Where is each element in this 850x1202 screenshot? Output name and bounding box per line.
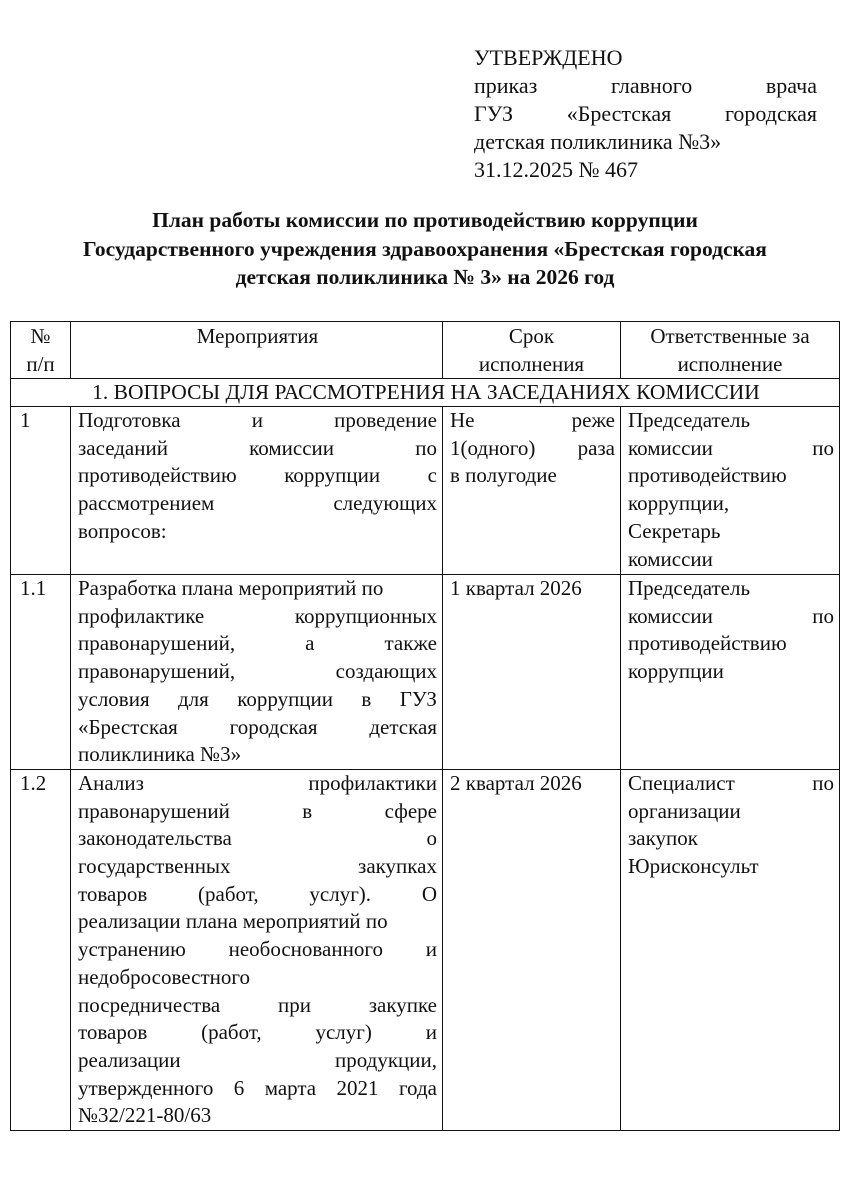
deadline-line bbox=[450, 407, 615, 435]
word: 1(одного) bbox=[450, 435, 536, 460]
word: Анализ bbox=[78, 770, 144, 795]
approval-stamp bbox=[474, 44, 817, 184]
word: коррупции bbox=[284, 463, 381, 488]
responsible-line bbox=[628, 407, 834, 435]
word: главного bbox=[610, 73, 693, 98]
approval-line-4: детская поликлиника №3» bbox=[474, 129, 722, 154]
word: правонарушений, bbox=[78, 659, 236, 684]
word: комиссии bbox=[628, 603, 713, 628]
word: «Брестская bbox=[566, 101, 672, 126]
activity-line bbox=[78, 853, 437, 881]
word: для bbox=[178, 686, 209, 711]
word: коррупционных bbox=[294, 603, 437, 628]
word: (работ, bbox=[201, 1020, 262, 1045]
word: вопросов: bbox=[78, 518, 167, 543]
word: детская bbox=[369, 714, 437, 739]
header-num bbox=[11, 322, 71, 379]
word: закупках bbox=[358, 854, 437, 879]
header-responsible bbox=[621, 322, 840, 379]
responsible-line bbox=[628, 630, 834, 658]
word: правонарушений, bbox=[78, 631, 236, 656]
header-text: п/п bbox=[26, 352, 55, 376]
word: Председатель bbox=[628, 576, 751, 600]
header-text: № bbox=[30, 324, 51, 348]
responsible-line bbox=[628, 658, 834, 686]
word: закупке bbox=[368, 992, 437, 1017]
word: противодействию bbox=[78, 463, 237, 488]
cell-activity bbox=[71, 575, 443, 770]
plan-table bbox=[10, 321, 840, 1131]
word: продукции, bbox=[335, 1047, 437, 1072]
word: года bbox=[398, 1075, 437, 1100]
word: услуг) bbox=[315, 1020, 372, 1045]
activity-line bbox=[78, 741, 437, 769]
responsible-line bbox=[628, 798, 834, 826]
activity-line bbox=[78, 881, 437, 909]
word: Специалист bbox=[628, 770, 735, 795]
activity-line bbox=[78, 714, 437, 742]
table-row bbox=[11, 769, 840, 1130]
header-deadline bbox=[443, 322, 621, 379]
cell-deadline bbox=[443, 407, 621, 575]
word: заседаний bbox=[78, 435, 168, 460]
word: марта bbox=[264, 1075, 317, 1100]
header-text: Срок bbox=[508, 324, 555, 348]
word: по bbox=[415, 435, 437, 460]
word: закупок bbox=[628, 826, 698, 851]
word: также bbox=[384, 631, 437, 656]
word: противодействию bbox=[628, 631, 787, 656]
word: ГУЗ bbox=[474, 101, 514, 126]
word: и bbox=[425, 937, 437, 962]
word: по bbox=[812, 603, 834, 628]
activity-line bbox=[78, 658, 437, 686]
word: комиссии bbox=[249, 435, 335, 460]
word: приказ bbox=[474, 73, 538, 98]
word: поликлиника №3» bbox=[78, 742, 242, 767]
word: профилактики bbox=[308, 770, 437, 795]
section-title: 1. ВОПРОСЫ ДЛЯ РАССМОТРЕНИЯ НА ЗАСЕДАНИЯХ КОМИССИИ bbox=[11, 379, 840, 407]
word: «Брестская bbox=[78, 714, 178, 739]
cell-activity bbox=[71, 769, 443, 1130]
activity-line bbox=[78, 964, 437, 992]
word: Не bbox=[450, 408, 475, 432]
activity-line bbox=[78, 770, 437, 798]
responsible-line bbox=[628, 770, 834, 798]
word: в bbox=[302, 798, 313, 823]
word: условия bbox=[78, 686, 150, 711]
responsible-line bbox=[628, 546, 834, 574]
word: государственных bbox=[78, 854, 231, 879]
activity-line bbox=[78, 936, 437, 964]
word: законодательства bbox=[78, 826, 232, 851]
activity-line bbox=[78, 575, 437, 603]
document-title bbox=[10, 206, 840, 292]
word: противодействию bbox=[628, 463, 787, 488]
approval-order-date: 31.12.2025 № 467 bbox=[474, 157, 638, 182]
word: коррупции, bbox=[628, 491, 730, 516]
activity-line bbox=[78, 407, 437, 435]
title-line-1: План работы комиссии по противодействию коррупции bbox=[152, 208, 698, 232]
header-text: исполнение bbox=[677, 352, 783, 376]
responsible-line bbox=[628, 575, 834, 603]
word: товаров bbox=[78, 881, 148, 906]
word: утвержденного bbox=[78, 1075, 214, 1100]
activity-line bbox=[78, 908, 437, 936]
row-number: 1.2 bbox=[11, 769, 71, 1130]
word: врача bbox=[765, 73, 817, 98]
word: и bbox=[251, 408, 263, 432]
word: создающих bbox=[335, 659, 437, 684]
word: ГУЗ bbox=[399, 686, 437, 711]
responsible-line bbox=[628, 490, 834, 518]
word: с bbox=[427, 463, 437, 488]
deadline-line bbox=[450, 770, 615, 798]
activity-line bbox=[78, 1019, 437, 1047]
word: комиссии bbox=[628, 546, 713, 571]
word: коррупции bbox=[628, 659, 724, 684]
word: раза bbox=[577, 435, 615, 460]
responsible-line bbox=[628, 518, 834, 546]
responsible-line bbox=[628, 603, 834, 631]
word: устранению bbox=[78, 937, 186, 962]
activity-line bbox=[78, 798, 437, 826]
header-text: исполнения bbox=[478, 352, 585, 376]
word: и bbox=[425, 1020, 437, 1045]
word: при bbox=[277, 992, 311, 1017]
responsible-line bbox=[628, 825, 834, 853]
header-text: Мероприятия bbox=[196, 324, 319, 348]
cell-responsible bbox=[621, 407, 840, 575]
word: посредничества bbox=[78, 992, 221, 1017]
row-number: 1.1 bbox=[11, 575, 71, 770]
word: городская bbox=[229, 714, 318, 739]
word: 2021 bbox=[336, 1075, 379, 1100]
word: а bbox=[305, 631, 315, 656]
word: (работ, bbox=[198, 881, 259, 906]
word: в bbox=[361, 686, 372, 711]
title-line-2: Государственного учреждения здравоохранения «Брестская городская bbox=[83, 236, 767, 261]
cell-responsible bbox=[621, 769, 840, 1130]
word: услуг). bbox=[309, 881, 372, 906]
word: профилактике bbox=[78, 603, 205, 628]
word: городская bbox=[724, 101, 817, 126]
responsible-line bbox=[628, 462, 834, 490]
word: следующих bbox=[333, 491, 437, 516]
header-activity bbox=[71, 322, 443, 379]
activity-line bbox=[78, 1102, 437, 1130]
word: 1 квартал 2026 bbox=[450, 576, 582, 600]
cell-deadline bbox=[443, 575, 621, 770]
cell-deadline bbox=[443, 769, 621, 1130]
word: о bbox=[426, 826, 437, 851]
approval-line-3 bbox=[474, 100, 817, 128]
word: необоснованного bbox=[228, 937, 383, 962]
word: Юрисконсульт bbox=[628, 854, 759, 879]
word: товаров bbox=[78, 1020, 148, 1045]
word: Подготовка bbox=[78, 408, 181, 432]
word: по bbox=[812, 770, 834, 795]
word: коррупции bbox=[237, 686, 334, 711]
activity-line bbox=[78, 825, 437, 853]
activity-line bbox=[78, 686, 437, 714]
word: в полугодие bbox=[450, 463, 557, 488]
word: 6 bbox=[233, 1075, 245, 1100]
word: проведение bbox=[334, 408, 437, 432]
word: Председатель bbox=[628, 408, 751, 432]
approval-heading: УТВЕРЖДЕНО bbox=[474, 45, 623, 70]
activity-line bbox=[78, 603, 437, 631]
word: комиссии bbox=[628, 435, 713, 460]
activity-line bbox=[78, 490, 437, 518]
word: рассмотрением bbox=[78, 491, 215, 516]
activity-line bbox=[78, 1047, 437, 1075]
activity-line bbox=[78, 630, 437, 658]
title-line-3: детская поликлиника № 3» на 2026 год bbox=[235, 265, 615, 289]
word: организации bbox=[628, 798, 741, 823]
deadline-line bbox=[450, 435, 615, 463]
word: №32/221-80/63 bbox=[78, 1103, 212, 1128]
word: реже bbox=[571, 408, 615, 432]
table-header-row bbox=[11, 322, 840, 379]
deadline-line bbox=[450, 462, 615, 490]
activity-line bbox=[78, 992, 437, 1020]
responsible-line bbox=[628, 853, 834, 881]
word: Разработка плана мероприятий по bbox=[78, 576, 384, 600]
responsible-line bbox=[628, 435, 834, 463]
deadline-line bbox=[450, 575, 615, 603]
activity-line bbox=[78, 435, 437, 463]
approval-line-2 bbox=[474, 72, 817, 100]
word: О bbox=[421, 881, 437, 906]
word: реализации bbox=[78, 1047, 181, 1072]
activity-line bbox=[78, 1075, 437, 1103]
activity-line bbox=[78, 462, 437, 490]
table-row bbox=[11, 575, 840, 770]
word: 2 квартал 2026 bbox=[450, 770, 582, 795]
word: Секретарь bbox=[628, 518, 721, 543]
word: сфере bbox=[384, 798, 437, 823]
cell-activity bbox=[71, 407, 443, 575]
word: по bbox=[812, 435, 834, 460]
word: правонарушений bbox=[78, 798, 230, 823]
row-number: 1 bbox=[11, 407, 71, 575]
section-row bbox=[11, 379, 840, 407]
word: недобросовестного bbox=[78, 964, 250, 989]
word: реализации плана мероприятий по bbox=[78, 909, 388, 934]
cell-responsible bbox=[621, 575, 840, 770]
header-text: Ответственные за bbox=[650, 324, 810, 348]
activity-line bbox=[78, 518, 437, 546]
table-row bbox=[11, 407, 840, 575]
